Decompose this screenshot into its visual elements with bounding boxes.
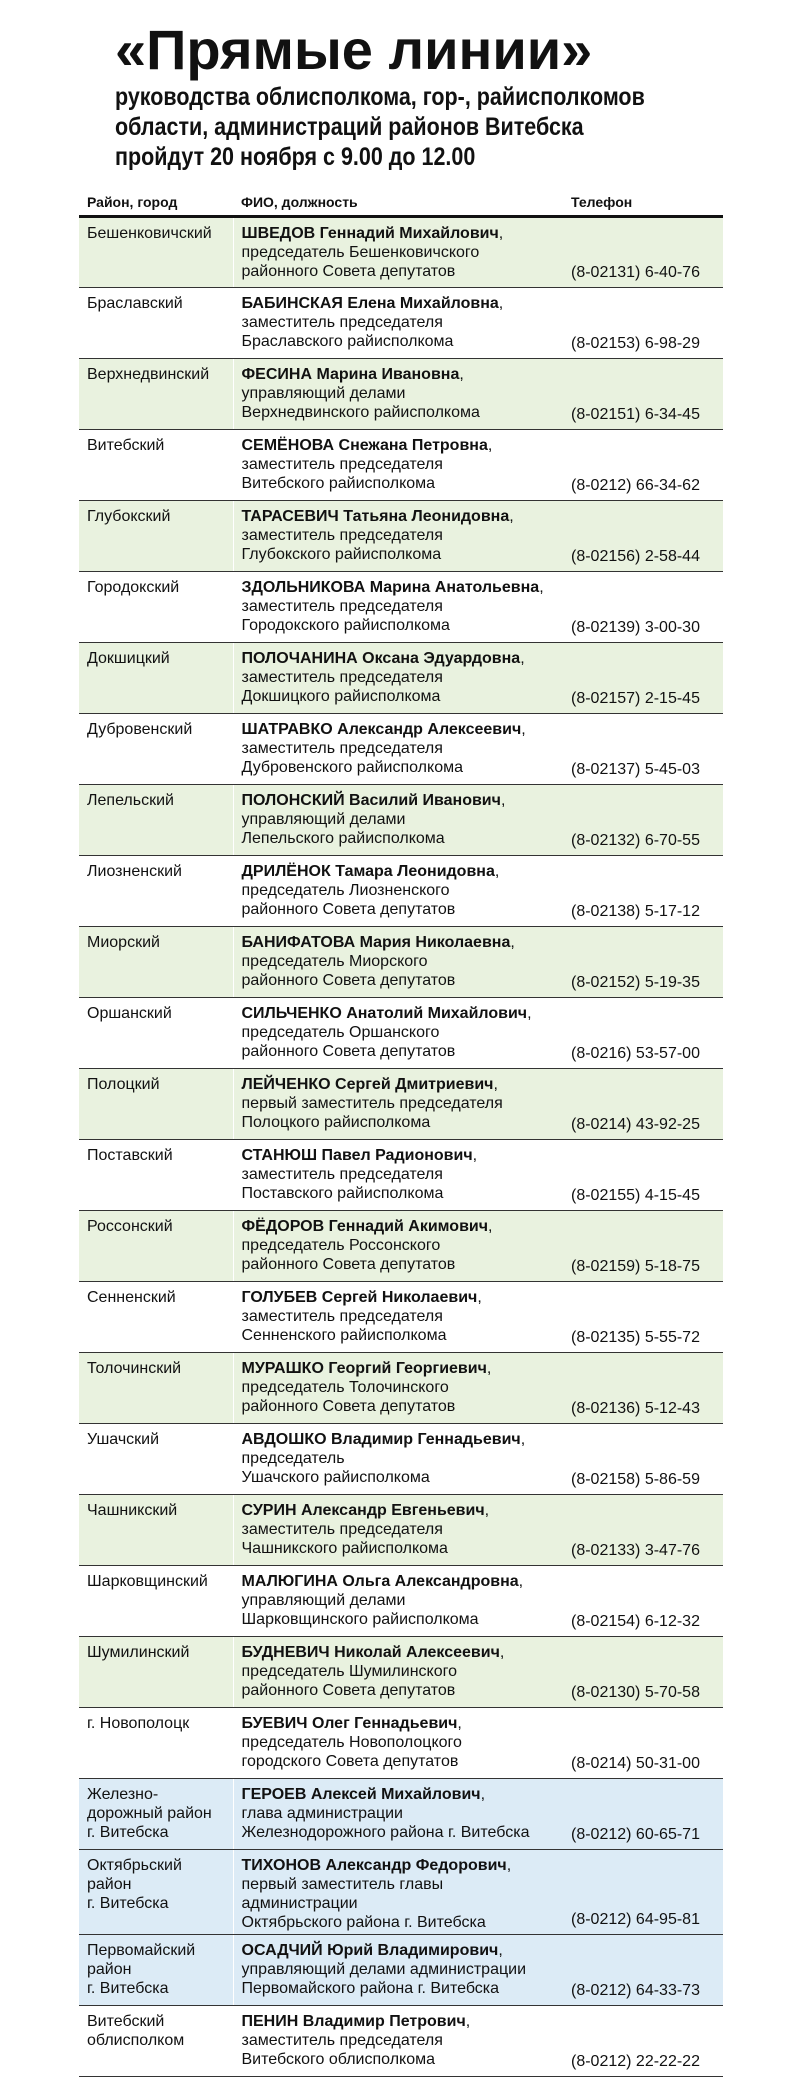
person-name: [242, 1715, 458, 1732]
phone-cell: (8-0212) 60-65-71: [563, 1779, 723, 1850]
phone-cell: (8-0212) 66-34-62: [563, 430, 723, 501]
position-line: глава администрации: [241, 1805, 403, 1822]
person-cell: [233, 2006, 563, 2077]
name-separator: ,: [488, 1218, 493, 1235]
person-surname: ШАТРАВКО: [241, 721, 333, 738]
table-row: [79, 1850, 723, 1935]
district-cell: Витебский: [79, 430, 233, 501]
person-surname: МАЛЮГИНА: [241, 1573, 338, 1590]
position-line: заместитель председателя: [241, 669, 443, 686]
name-separator: ,: [472, 1147, 478, 1164]
person-cell: [233, 1850, 563, 1935]
person-cell: [233, 1353, 563, 1424]
person-cell: [233, 1566, 563, 1637]
person-name: [242, 1431, 521, 1448]
table-row: [79, 643, 723, 714]
name-separator: ,: [480, 1786, 486, 1803]
position-line: заместитель председателя: [241, 1166, 443, 1183]
position-line: управляющий делами: [241, 385, 406, 402]
phone-cell: (8-02153) 6-98-29: [563, 288, 723, 359]
phone-cell: (8-0214) 50-31-00: [563, 1708, 723, 1779]
phone-cell: (8-02152) 5-19-35: [563, 927, 723, 998]
person-given-name: Тамара Леонидовна: [330, 863, 495, 880]
person-cell: [233, 998, 563, 1069]
person-name: [242, 1360, 487, 1377]
person-surname: ТАРАСЕВИЧ: [241, 508, 339, 525]
person-surname: ДРИЛЁНОК: [241, 863, 331, 880]
person-cell: [233, 1424, 563, 1495]
person-name: [242, 2013, 466, 2030]
person-given-name: Геннадий Акимович: [324, 1218, 489, 1235]
position-line: районного Совета депутатов: [241, 1043, 456, 1060]
person-given-name: Юрий Владимирович: [322, 1942, 499, 1959]
table-row: [79, 217, 723, 288]
name-separator: ,: [539, 579, 544, 596]
person-given-name: Василий Иванович: [344, 792, 501, 809]
name-separator: ,: [487, 437, 493, 454]
phone-cell: (8-02158) 5-86-59: [563, 1424, 723, 1495]
person-given-name: Татьяна Леонидовна: [338, 508, 510, 525]
name-separator: ,: [527, 1005, 532, 1022]
name-separator: ,: [498, 295, 504, 312]
person-surname: БУЕВИЧ: [241, 1715, 308, 1732]
person-name: [242, 792, 501, 809]
district-cell: Миорский: [79, 927, 233, 998]
phone-cell: (8-0216) 53-57-00: [563, 998, 723, 1069]
table-row: [79, 1779, 723, 1850]
person-name: [242, 579, 540, 596]
phone-cell: (8-02132) 6-70-55: [563, 785, 723, 856]
name-separator: ,: [493, 1076, 498, 1093]
district-cell: г. Новополоцк: [79, 1708, 233, 1779]
phone-cell: (8-02138) 5-17-12: [563, 856, 723, 927]
table-row: [79, 1069, 723, 1140]
person-given-name: Владимир Петрович: [298, 2013, 466, 2030]
district-cell: Поставский: [79, 1140, 233, 1211]
position-line: районного Совета депутатов: [241, 972, 456, 989]
position-line: районного Совета депутатов: [241, 1398, 456, 1415]
person-name: [242, 295, 499, 312]
person-given-name: Мария Николаевна: [355, 934, 511, 951]
position-line: городского Совета депутатов: [241, 1753, 459, 1770]
district-cell: Витебский облисполком: [79, 2006, 233, 2077]
district-cell: Шумилинский: [79, 1637, 233, 1708]
table-row: [79, 1637, 723, 1708]
page-title: «Прямые линии»: [115, 18, 593, 81]
table-row: [79, 1708, 723, 1779]
position-line: заместитель председателя: [241, 740, 443, 757]
person-name: [242, 1573, 519, 1590]
district-cell: Полоцкий: [79, 1069, 233, 1140]
person-given-name: Анатолий Михайлович: [341, 1005, 528, 1022]
header-person: ФИО, должность: [233, 189, 563, 217]
phone-cell: (8-02156) 2-58-44: [563, 501, 723, 572]
person-cell: [233, 856, 563, 927]
table-row: [79, 998, 723, 1069]
position-line: Докшицкого райисполкома: [241, 688, 441, 705]
phone-cell: (8-02139) 3-00-30: [563, 572, 723, 643]
header-phone: Телефон: [563, 189, 723, 217]
table-row: [79, 501, 723, 572]
position-line: Шарковщинского райисполкома: [241, 1611, 479, 1628]
person-surname: ГЕРОЕВ: [241, 1786, 307, 1803]
person-given-name: Олег Геннадьевич: [307, 1715, 458, 1732]
phone-cell: (8-02157) 2-15-45: [563, 643, 723, 714]
person-given-name: Снежана Петровна: [334, 437, 488, 454]
table-row: [79, 2006, 723, 2077]
person-name: [242, 1942, 499, 1959]
phone-cell: (8-02155) 4-15-45: [563, 1140, 723, 1211]
person-given-name: Марина Ивановна: [312, 366, 460, 383]
person-given-name: Александр Федорович: [321, 1857, 507, 1874]
person-surname: БАБИНСКАЯ: [241, 295, 343, 312]
table-row: [79, 1495, 723, 1566]
position-line: председатель Миорского: [241, 953, 428, 970]
hotline-table: [79, 189, 723, 2077]
table-row: [79, 572, 723, 643]
person-surname: ШВЕДОВ: [241, 225, 316, 242]
person-given-name: Елена Михайловна: [342, 295, 499, 312]
district-cell: Толочинский: [79, 1353, 233, 1424]
district-cell: Россонский: [79, 1211, 233, 1282]
phone-cell: (8-02137) 5-45-03: [563, 714, 723, 785]
position-line: Верхнедвинского райисполкома: [241, 404, 480, 421]
person-surname: ЛЕЙЧЕНКО: [241, 1076, 331, 1093]
table-row: [79, 359, 723, 430]
table-body: [79, 217, 723, 2077]
district-cell: Чашникский: [79, 1495, 233, 1566]
position-line: Полоцкого райисполкома: [241, 1114, 431, 1131]
district-cell: Первомайский район г. Витебска: [79, 1935, 233, 2006]
table-row: [79, 1282, 723, 1353]
person-cell: [233, 1779, 563, 1850]
person-given-name: Георгий Георгиевич: [323, 1360, 487, 1377]
phone-cell: (8-02159) 5-18-75: [563, 1211, 723, 1282]
position-line: председатель: [241, 1450, 345, 1467]
phone-cell: (8-02136) 5-12-43: [563, 1353, 723, 1424]
person-surname: ФЕСИНА: [241, 366, 312, 383]
name-separator: ,: [500, 792, 506, 809]
person-given-name: Сергей Николаевич: [317, 1289, 478, 1306]
name-separator: ,: [477, 1289, 482, 1306]
position-line: Ушачского райисполкома: [241, 1469, 430, 1486]
person-name: [242, 1076, 494, 1093]
position-line: Витебского райисполкома: [241, 475, 436, 492]
district-cell: Глубокский: [79, 501, 233, 572]
district-cell: Лепельский: [79, 785, 233, 856]
table-row: [79, 785, 723, 856]
person-surname: ГОЛУБЕВ: [241, 1289, 318, 1306]
person-name: [242, 1218, 489, 1235]
person-surname: ПЕНИН: [241, 2013, 299, 2030]
person-surname: ПОЛОНСКИЙ: [241, 792, 345, 809]
person-name: [242, 650, 521, 667]
person-surname: МУРАШКО: [241, 1360, 324, 1377]
table-row: [79, 927, 723, 998]
position-line: председатель Россонского: [241, 1237, 441, 1254]
person-name: [242, 225, 499, 242]
phone-cell: (8-02130) 5-70-58: [563, 1637, 723, 1708]
position-line: председатель Лиозненского: [241, 882, 450, 899]
person-name: [242, 1147, 473, 1164]
table-row: [79, 714, 723, 785]
person-name: [242, 863, 495, 880]
position-line: Поставского райисполкома: [241, 1185, 444, 1202]
name-separator: ,: [510, 934, 515, 951]
position-line: заместитель председателя: [241, 598, 443, 615]
position-line: Октябрьского района г. Витебска: [241, 1914, 486, 1931]
position-line: управляющий делами администрации: [241, 1961, 527, 1978]
person-name: [242, 1502, 485, 1519]
name-separator: ,: [509, 508, 514, 525]
position-line: районного Совета депутатов: [241, 263, 456, 280]
person-surname: СЕМЁНОВА: [241, 437, 335, 454]
position-line: Городокского райисполкома: [241, 617, 450, 634]
person-surname: СИЛЬЧЕНКО: [241, 1005, 342, 1022]
district-cell: Докшицкий: [79, 643, 233, 714]
name-separator: ,: [486, 1360, 492, 1377]
position-line: первый заместитель главы администрации: [241, 1876, 444, 1912]
district-cell: Сенненский: [79, 1282, 233, 1353]
table-row: [79, 430, 723, 501]
person-surname: СТАНЮШ: [241, 1147, 318, 1164]
position-line: заместитель председателя: [241, 527, 443, 544]
district-cell: Железно- дорожный район г. Витебска: [79, 1779, 233, 1850]
person-cell: [233, 572, 563, 643]
subtitle-line: руководства облисполкома, гор-, райисполкомов: [115, 83, 645, 111]
table-row: [79, 1566, 723, 1637]
position-line: заместитель председателя: [241, 2032, 443, 2049]
phone-cell: (8-0214) 43-92-25: [563, 1069, 723, 1140]
position-line: заместитель председателя: [241, 1308, 443, 1325]
phone-cell: (8-02135) 5-55-72: [563, 1282, 723, 1353]
phone-cell: (8-02154) 6-12-32: [563, 1566, 723, 1637]
position-line: Железнодорожного района г. Витебска: [241, 1824, 530, 1841]
district-cell: Ушачский: [79, 1424, 233, 1495]
person-cell: [233, 288, 563, 359]
person-name: [242, 1786, 481, 1803]
position-line: председатель Оршанского: [241, 1024, 440, 1041]
person-name: [242, 934, 511, 951]
district-cell: Верхнедвинский: [79, 359, 233, 430]
phone-cell: (8-0212) 22-22-22: [563, 2006, 723, 2077]
position-line: Браславского райисполкома: [241, 333, 454, 350]
person-given-name: Сергей Дмитриевич: [330, 1076, 494, 1093]
name-separator: ,: [498, 225, 504, 242]
person-surname: БУДНЕВИЧ: [241, 1644, 330, 1661]
district-cell: Городокский: [79, 572, 233, 643]
person-surname: ФЁДОРОВ: [241, 1218, 325, 1235]
name-separator: ,: [484, 1502, 490, 1519]
name-separator: ,: [457, 1715, 462, 1732]
person-cell: [233, 785, 563, 856]
position-line: районного Совета депутатов: [241, 1682, 456, 1699]
district-cell: Октябрьский район г. Витебска: [79, 1850, 233, 1935]
person-cell: [233, 1211, 563, 1282]
person-cell: [233, 359, 563, 430]
person-given-name: Александр Алексеевич: [332, 721, 522, 738]
page-subtitle: [115, 82, 683, 172]
person-cell: [233, 501, 563, 572]
person-cell: [233, 1140, 563, 1211]
name-separator: ,: [459, 366, 464, 383]
position-line: заместитель председателя: [241, 314, 443, 331]
name-separator: ,: [494, 863, 500, 880]
person-name: [242, 366, 460, 383]
subtitle-line: пройдут 20 ноября с 9.00 до 12.00: [115, 143, 476, 171]
table-row: [79, 288, 723, 359]
person-name: [242, 1857, 507, 1874]
person-given-name: Оксана Эдуардовна: [357, 650, 521, 667]
person-surname: ТИХОНОВ: [241, 1857, 322, 1874]
table-row: [79, 1353, 723, 1424]
district-cell: Браславский: [79, 288, 233, 359]
position-line: заместитель председателя: [241, 1521, 443, 1538]
person-surname: ЗДОЛЬНИКОВА: [241, 579, 366, 596]
name-separator: ,: [521, 721, 526, 738]
person-name: [242, 437, 488, 454]
person-given-name: Марина Анатольевна: [365, 579, 540, 596]
district-cell: Шарковщинский: [79, 1566, 233, 1637]
name-separator: ,: [465, 2013, 471, 2030]
phone-cell: (8-0212) 64-95-81: [563, 1850, 723, 1935]
position-line: управляющий делами: [241, 1592, 406, 1609]
phone-cell: (8-02131) 6-40-76: [563, 217, 723, 288]
person-cell: [233, 643, 563, 714]
header-district: Район, город: [79, 189, 233, 217]
position-line: председатель Толочинского: [241, 1379, 449, 1396]
table-header-row: [79, 189, 723, 217]
table-row: [79, 856, 723, 927]
person-cell: [233, 1495, 563, 1566]
person-cell: [233, 1069, 563, 1140]
position-line: председатель Шумилинского: [241, 1663, 457, 1680]
person-cell: [233, 1637, 563, 1708]
district-cell: Оршанский: [79, 998, 233, 1069]
district-cell: Дубровенский: [79, 714, 233, 785]
person-cell: [233, 1282, 563, 1353]
position-line: председатель Бешенковичского: [241, 244, 480, 261]
name-separator: ,: [518, 1573, 524, 1590]
district-cell: Бешенковичский: [79, 217, 233, 288]
table-row: [79, 1140, 723, 1211]
person-cell: [233, 430, 563, 501]
person-given-name: Ольга Александровна: [337, 1573, 519, 1590]
position-line: Лепельского райисполкома: [241, 830, 445, 847]
name-separator: ,: [498, 1942, 503, 1959]
name-separator: ,: [520, 650, 525, 667]
person-given-name: Владимир Геннадьевич: [326, 1431, 521, 1448]
position-line: первый заместитель председателя: [241, 1095, 503, 1112]
person-name: [242, 1289, 478, 1306]
name-separator: ,: [499, 1644, 505, 1661]
phone-cell: (8-0212) 64-33-73: [563, 1935, 723, 2006]
table-row: [79, 1211, 723, 1282]
phone-cell: (8-02133) 3-47-76: [563, 1495, 723, 1566]
district-cell: Лиозненский: [79, 856, 233, 927]
name-separator: ,: [506, 1857, 512, 1874]
person-cell: [233, 714, 563, 785]
person-surname: СУРИН: [241, 1502, 297, 1519]
person-given-name: Геннадий Михайлович: [315, 225, 499, 242]
position-line: Чашникского райисполкома: [241, 1540, 448, 1557]
person-name: [242, 721, 522, 738]
person-given-name: Николай Алексеевич: [329, 1644, 500, 1661]
person-given-name: Александр Евгеньевич: [296, 1502, 485, 1519]
position-line: Витебского облисполкома: [241, 2051, 436, 2068]
phone-cell: (8-02151) 6-34-45: [563, 359, 723, 430]
person-cell: [233, 927, 563, 998]
person-surname: БАНИФАТОВА: [241, 934, 356, 951]
position-line: Дубровенского райисполкома: [241, 759, 463, 776]
position-line: председатель Новополоцкого: [241, 1734, 462, 1751]
person-name: [242, 508, 510, 525]
position-line: Сенненского райисполкома: [241, 1327, 447, 1344]
person-surname: ОСАДЧИЙ: [241, 1942, 323, 1959]
table-row: [79, 1935, 723, 2006]
position-line: заместитель председателя: [241, 456, 443, 473]
person-name: [242, 1644, 500, 1661]
person-given-name: Павел Радионович: [317, 1147, 473, 1164]
person-surname: ПОЛОЧАНИНА: [241, 650, 358, 667]
person-given-name: Алексей Михайлович: [306, 1786, 481, 1803]
subtitle-line: области, администраций районов Витебска: [115, 113, 584, 141]
table-row: [79, 1424, 723, 1495]
person-surname: АВДОШКО: [241, 1431, 327, 1448]
person-name: [242, 1005, 528, 1022]
person-cell: [233, 217, 563, 288]
position-line: Первомайского района г. Витебска: [241, 1980, 500, 1997]
person-cell: [233, 1708, 563, 1779]
position-line: управляющий делами: [241, 811, 406, 828]
position-line: районного Совета депутатов: [241, 901, 456, 918]
person-cell: [233, 1935, 563, 2006]
position-line: Глубокского райисполкома: [241, 546, 442, 563]
name-separator: ,: [520, 1431, 526, 1448]
position-line: районного Совета депутатов: [241, 1256, 456, 1273]
